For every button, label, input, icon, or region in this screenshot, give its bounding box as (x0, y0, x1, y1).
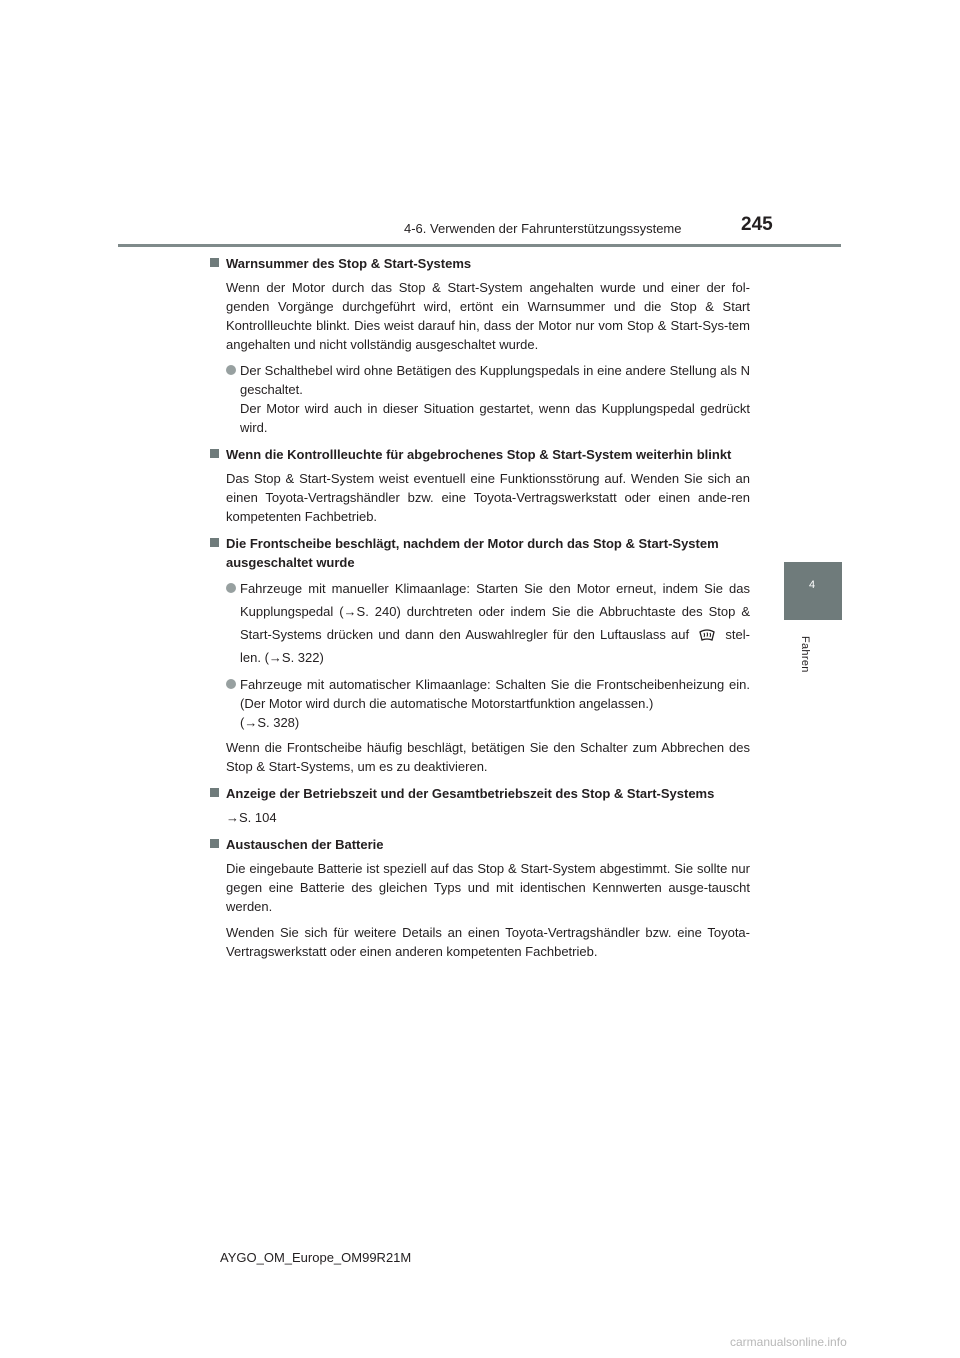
section-heading (210, 254, 750, 273)
page-reference[interactable]: →S. 104 (226, 810, 277, 825)
round-bullet-icon (226, 365, 236, 375)
section-heading (210, 784, 750, 803)
chapter-label: Fahren (799, 636, 811, 673)
section-heading-text: Austauschen der Batterie (226, 837, 384, 852)
section-heading (210, 534, 750, 572)
section-heading-text: Die Frontscheibe beschlägt, nachdem der Motor durch das Stop & Start-System ausgeschaltet wurde (226, 536, 719, 570)
paragraph: Das Stop & Start-System weist eventuell eine Funktionsstörung auf. Wenden Sie sich an einen Toyota-Vertragshändler bzw. eine Toyota-Vertragswerkstatt oder einen ande-ren kompetenten Fachbetrieb. (226, 471, 750, 524)
header-title: 4-6. Verwenden der Fahrunterstützungssysteme (404, 221, 682, 236)
list-item (226, 675, 750, 732)
chapter-number: 4 (809, 579, 816, 591)
square-bullet-icon (210, 538, 219, 547)
round-bullet-icon (226, 583, 236, 593)
paragraph: Wenn der Motor durch das Stop & Start-System angehalten wurde und einer der fol-genden Vorgänge durchgeführt wird, ertönt ein Warnsummer und die Stop & Start Kontrollleuchte blinkt. Dies weist darauf hin, dass der Motor nur vom Stop & Start-Sys-tem angehalten und nicht vollständig ausgeschaltet wurde. (226, 280, 750, 352)
round-bullet-icon (226, 679, 236, 689)
section-indicator-blinks (210, 445, 750, 526)
paragraph: Die eingebaute Batterie ist speziell auf das Stop & Start-System abgestimmt. Sie sollte nur gegen eine Batterie des gleichen Typs und mit identischen Kennwerten ausge-tauscht werden. (226, 861, 750, 914)
windshield-defroster-icon (698, 628, 716, 644)
page-number: 245 (741, 214, 773, 235)
list-item-text: Fahrzeuge mit manueller Klimaanlage: Starten Sie den Motor erneut, indem Sie das Kupplungspedal (→S. 240) durchtreten oder indem Sie die Abbruchtaste des Stop & Start-Systems drücken und dann den Auswahlregler für den Luftauslass auf (240, 581, 750, 642)
list-item (226, 361, 750, 437)
section-heading-text: Anzeige der Betriebszeit und der Gesamtbetriebszeit des Stop & Start-Systems (226, 786, 715, 801)
list-item-text: Fahrzeuge mit automatischer Klimaanlage: Schalten Sie die Frontscheibenheizung ein. (Der Motor wird durch die automatische Motorstartfunktion angelassen.) (240, 677, 750, 711)
section-heading-text: Wenn die Kontrollleuchte für abgebrochenes Stop & Start-System weiterhin blinkt (226, 447, 732, 462)
list-item-text: (→S. 328) (240, 715, 300, 730)
list-item-text: Der Schalthebel wird ohne Betätigen des Kupplungspedals in eine andere Stellung als N geschaltet. (240, 363, 750, 397)
square-bullet-icon (210, 788, 219, 797)
list-item-text: stel-len. (→S. 322) (240, 627, 750, 665)
page-content (210, 254, 750, 969)
list-item-text: Der Motor wird auch in dieser Situation gestartet, wenn das Kupplungspedal gedrückt wird. (240, 401, 750, 435)
section-heading (210, 445, 750, 464)
section-windshield-fogs (210, 534, 750, 776)
paragraph: Wenn die Frontscheibe häufig beschlägt, betätigen Sie den Schalter zum Abbrechen des Stop & Start-Systems, um es zu deaktivieren. (226, 740, 750, 774)
section-heading (210, 835, 750, 854)
section-battery-replacement (210, 835, 750, 961)
watermark: carmanualsonline.info (730, 1335, 847, 1349)
section-warning-buzzer (210, 254, 750, 437)
footer-doc-id: AYGO_OM_Europe_OM99R21M (220, 1250, 412, 1265)
paragraph: Wenden Sie sich für weitere Details an einen Toyota-Vertragshändler bzw. eine Toyota-Vertragswerkstatt oder einen anderen kompetenten Fachbetrieb. (226, 925, 750, 959)
square-bullet-icon (210, 839, 219, 848)
header-rule (118, 244, 841, 247)
square-bullet-icon (210, 449, 219, 458)
section-operating-time (210, 784, 750, 827)
chapter-tab[interactable] (784, 562, 842, 620)
section-heading-text: Warnsummer des Stop & Start-Systems (226, 256, 472, 271)
square-bullet-icon (210, 258, 219, 267)
list-item (226, 577, 750, 669)
